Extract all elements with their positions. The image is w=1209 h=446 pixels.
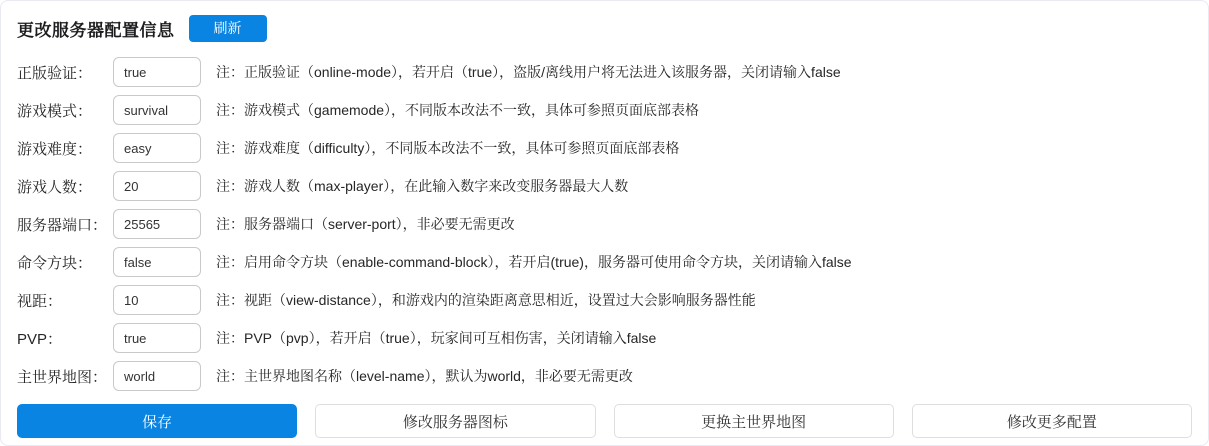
difficulty-input[interactable] xyxy=(113,133,201,163)
field-note: 注：启用命令方块（enable-command-block），若开启(true)，服务器可使用命令方块，关闭请输入false xyxy=(216,254,852,270)
field-note: 注：游戏模式（gamemode），不同版本改法不一致，具体可参照页面底部表格 xyxy=(216,102,700,118)
change-server-icon-button[interactable]: 修改服务器图标 xyxy=(315,404,595,438)
field-label: 游戏模式： xyxy=(17,102,93,120)
view-distance-input[interactable] xyxy=(113,285,201,315)
panel-header xyxy=(17,14,1192,42)
online-mode-input[interactable] xyxy=(113,57,201,87)
field-label: 正版验证： xyxy=(17,64,93,82)
change-world-map-button[interactable]: 更换主世界地图 xyxy=(614,404,894,438)
config-row-server-port xyxy=(17,209,1192,239)
config-row-pvp xyxy=(17,323,1192,353)
command-block-input[interactable] xyxy=(113,247,201,277)
max-player-input[interactable] xyxy=(113,171,201,201)
config-row-gamemode xyxy=(17,95,1192,125)
field-label: PVP： xyxy=(17,330,63,348)
page-title: 更改服务器配置信息 xyxy=(17,20,175,40)
more-config-button[interactable]: 修改更多配置 xyxy=(912,404,1192,438)
pvp-input[interactable] xyxy=(113,323,201,353)
field-label: 视距： xyxy=(17,292,63,310)
level-name-input[interactable] xyxy=(113,361,201,391)
field-note: 注：游戏人数（max-player），在此输入数字来改变服务器最大人数 xyxy=(216,178,629,194)
field-note: 注：服务器端口（server-port），非必要无需更改 xyxy=(216,216,515,232)
field-note: 注：视距（view-distance），和游戏内的渲染距离意思相近，设置过大会影响服务器性能 xyxy=(216,292,756,308)
field-label: 主世界地图： xyxy=(17,368,108,386)
field-label: 命令方块： xyxy=(17,254,93,272)
field-note: 注：PVP（pvp），若开启（true），玩家间可互相伤害，关闭请输入false xyxy=(216,330,657,346)
config-row-difficulty xyxy=(17,133,1192,163)
refresh-button[interactable]: 刷新 xyxy=(189,15,267,42)
config-row-view-distance xyxy=(17,285,1192,315)
config-row-level-name xyxy=(17,361,1192,391)
config-row-max-player xyxy=(17,171,1192,201)
field-label: 服务器端口： xyxy=(17,216,108,234)
save-button[interactable]: 保存 xyxy=(17,404,297,438)
field-note: 注：正版验证（online-mode），若开启（true），盗版/离线用户将无法进入该服务器，关闭请输入false xyxy=(216,64,841,80)
field-note: 注：游戏难度（difficulty），不同版本改法不一致，具体可参照页面底部表格 xyxy=(216,140,680,156)
config-row-command-block xyxy=(17,247,1192,277)
field-label: 游戏人数： xyxy=(17,178,93,196)
config-form xyxy=(17,57,1192,391)
gamemode-input[interactable] xyxy=(113,95,201,125)
config-row-online-mode xyxy=(17,57,1192,87)
action-bar xyxy=(17,404,1192,438)
field-note: 注：主世界地图名称（level-name），默认为world，非必要无需更改 xyxy=(216,368,633,384)
field-label: 游戏难度： xyxy=(17,140,93,158)
server-port-input[interactable] xyxy=(113,209,201,239)
